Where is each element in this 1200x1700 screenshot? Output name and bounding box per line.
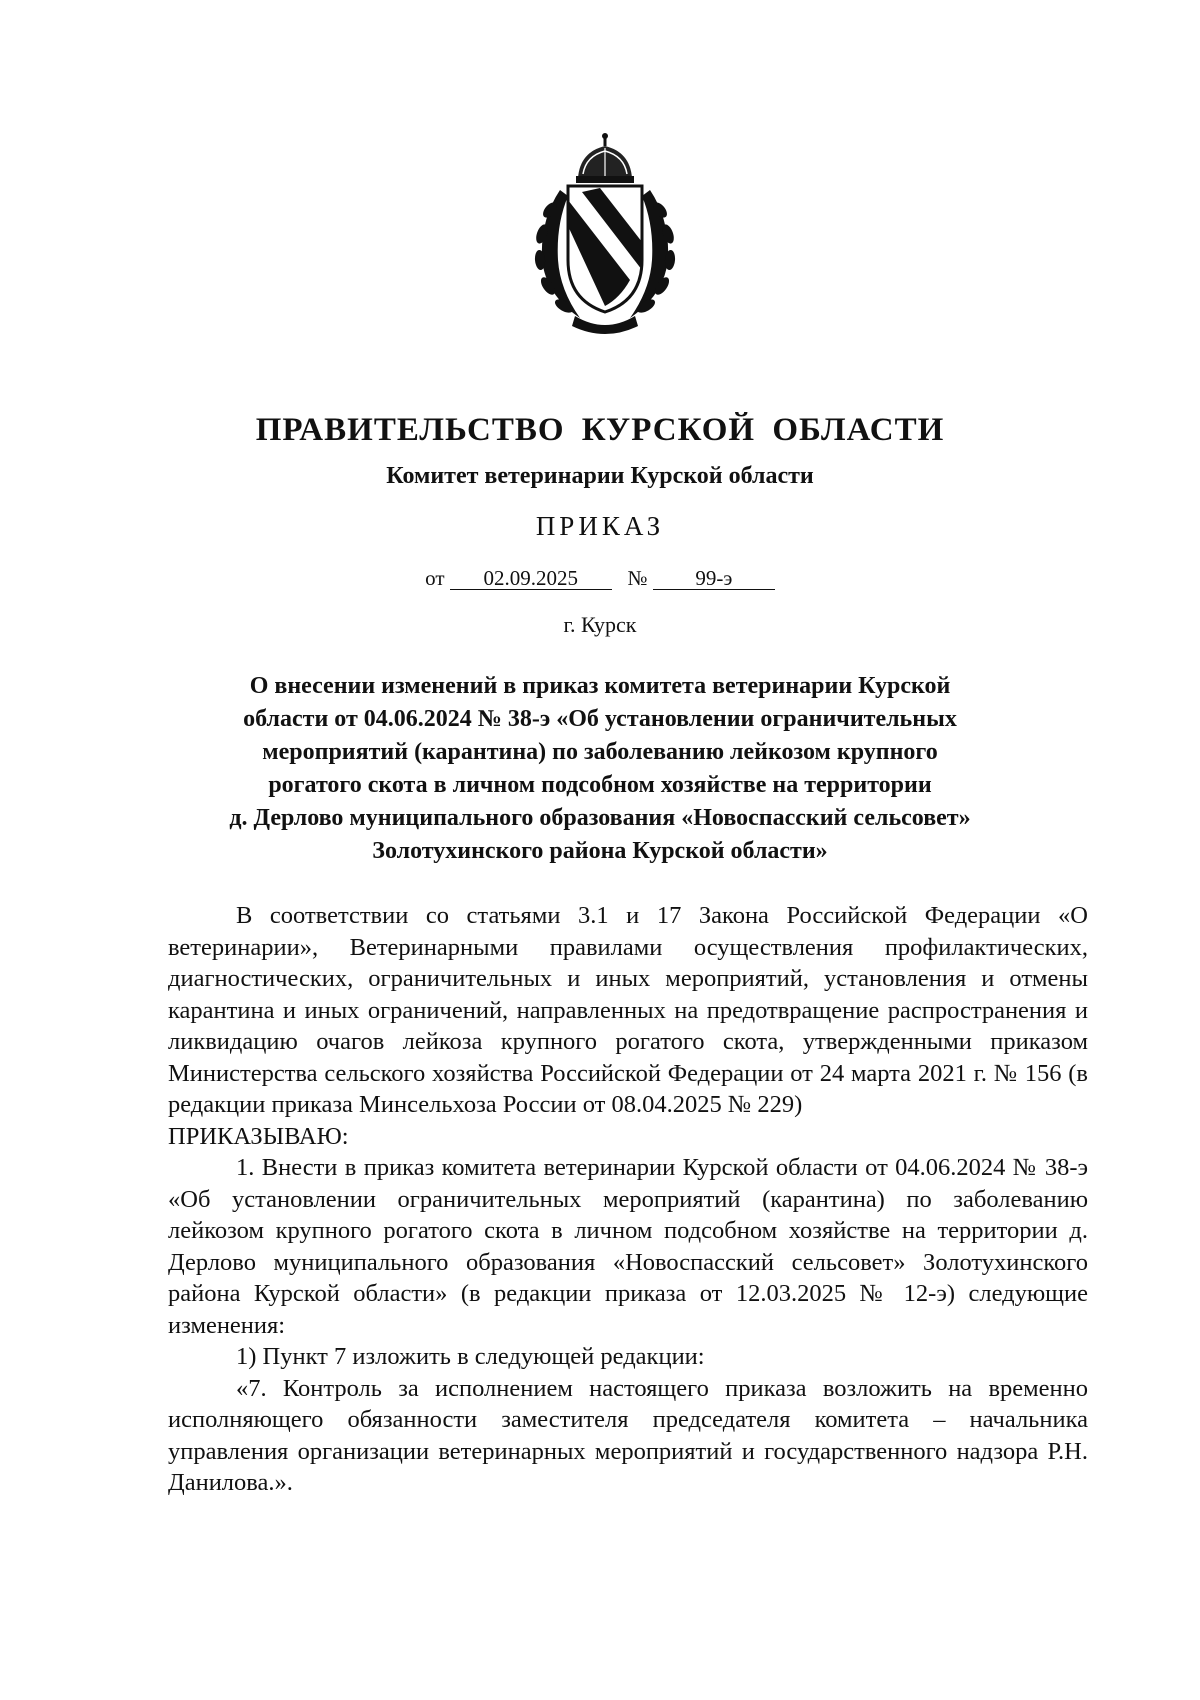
item-1-paragraph: 1. Внести в приказ комитета ветеринарии Курской области от 04.06.2024 № 38-э «Об установлении ограничительных мероприятий (карантина) по заболеванию лейкозом крупного рогатого скота в личном подсобном хозяйстве на территории д. Дерлово муниципального образования «Новоспасский сельсовет» Золотухинского района Курской области» (в редакции приказа от 12.03.2025 № 12-э) следующие изменения: xyxy=(168,1154,1088,1339)
document-type: ПРИКАЗ xyxy=(535,511,665,541)
order-number: 99-э xyxy=(653,568,775,590)
title-line: О внесении изменений в приказ комитета ветеринарии Курской xyxy=(249,673,951,699)
order-directive: ПРИКАЗЫВАЮ: xyxy=(168,1122,349,1150)
kursk-coat-of-arms-emblem xyxy=(520,130,690,340)
quoted-paragraph-7: «7. Контроль за исполнением настоящего приказа возложить на временно исполняющего обязанности заместителя председателя комитета – начальника управления организации ветеринарных мероприятий и государственного надзора Р.Н. Данилова.». xyxy=(168,1374,1088,1496)
title-line: мероприятий (карантина) по заболеванию лейкозом крупного xyxy=(262,739,938,765)
committee-name: Комитет ветеринарии Курской области xyxy=(386,463,814,489)
title-line: Золотухинского района Курской области» xyxy=(372,838,828,864)
date-number-line xyxy=(0,566,1200,591)
title-line: д. Дерлово муниципального образования «Новоспасский сельсовет» xyxy=(229,805,971,831)
crown-icon xyxy=(576,133,634,183)
preamble-paragraph: В соответствии со статьями 3.1 и 17 Закона Российской Федерации «О ветеринарии», Ветеринарными правилами осуществления профилактических, диагностических, ограничительных и иных мероприятий, установления и отмены карантина и иных ограничений, направленных на предотвращение распространения и ликвидацию очагов лейкоза крупного рогатого скота, утвержденными приказом Министерства сельского хозяйства Российской Федерации от 24 марта 2021 г. № 156 (в редакции приказа Минсельхоза России от 08.04.2025 № 229) xyxy=(168,902,1088,1118)
date-prefix: от xyxy=(425,566,445,590)
shield xyxy=(568,186,642,312)
order-date: 02.09.2025 xyxy=(450,568,612,590)
government-title: ПРАВИТЕЛЬСТВО КУРСКОЙ ОБЛАСТИ xyxy=(255,412,945,448)
item-1-subitem-1: 1) Пункт 7 изложить в следующей редакции: xyxy=(236,1343,705,1370)
document-body xyxy=(168,900,1088,1499)
number-prefix: № xyxy=(627,566,648,590)
title-line: рогатого скота в личном подсобном хозяйстве на территории xyxy=(268,772,932,798)
title-line: области от 04.06.2024 № 38-э «Об установлении ограничительных xyxy=(243,706,957,732)
city: г. Курск xyxy=(563,612,637,637)
document-title xyxy=(150,670,1050,868)
ribbon xyxy=(572,316,638,334)
